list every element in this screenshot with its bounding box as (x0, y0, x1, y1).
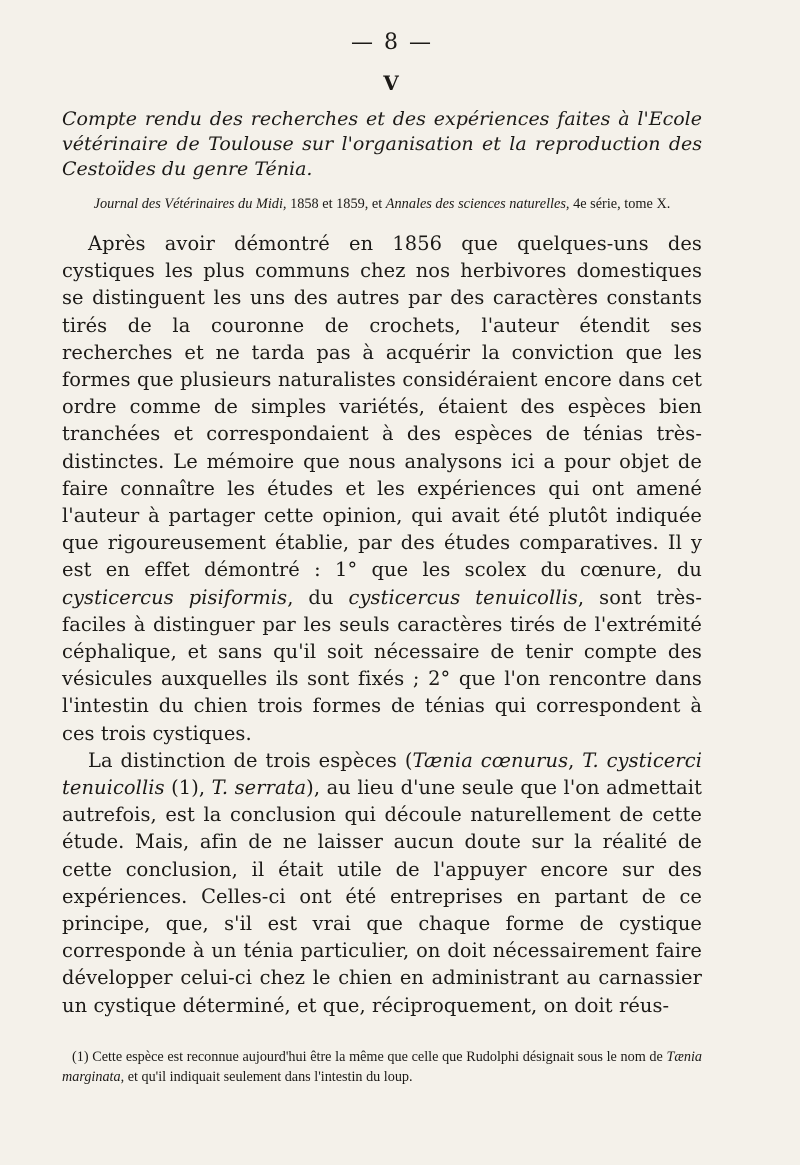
footnote-text (62, 1047, 702, 1087)
paragraph-1-part-2: , sont très-faciles à distinguer par les seuls caractères tirés de l'extrémité céphalique, et sans qu'il soit nécessaire de tenir compte des vésicules auxquelles ils sont fixés ; 2° que l'on rencontre dans l'intestin du chien trois formes de ténias qui correspondent à ces trois cystiques. (62, 585, 703, 745)
page-number: — 8 — (351, 30, 433, 55)
species-taenia-coenurus: Tænia cœnurus (412, 748, 569, 772)
paragraph-2-sep-1: , (568, 748, 583, 772)
paragraph-1-part-1: Après avoir démontré en 1856 que quelques-uns des cystiques les plus communs chez nos herbivores domestiques se distinguent les uns des autres par des caractères constants tirés de la couronne de crochets, l'auteur étendit ses recherches et ne tarda pas à acquérir la conviction que les formes que plusieurs naturalistes considéraient encore dans cet ordre comme de simples variétés, étaient des espèces bien tranchées et correspondaient à des espèces de ténias très-distinctes. Le mémoire que nous analysons ici a pour objet de faire connaître les études et les expériences qui ont amené l'auteur à partager cette opinion, qui avait été plutôt indiquée que rigoureusement établie, par des études comparatives. Il y est en effet démontré : 1° que les scolex du cœnure, du (62, 232, 702, 582)
footnote-reference: (1), (164, 776, 212, 800)
body-text (62, 230, 702, 1019)
species-cysticercus-tenuicollis: cysticercus tenuicollis (348, 585, 578, 609)
document-page (62, 30, 702, 1140)
citation-years: 1858 et 1859, et (286, 196, 386, 212)
paragraph-1-sep-1: , du (287, 585, 349, 609)
species-t-serrata: T. serrata (211, 776, 307, 800)
species-cysticercus-pisiformis: cysticercus pisiformis (62, 585, 288, 609)
footnote (62, 1047, 702, 1087)
section-title: Compte rendu des recherches et des expériences faites à l'Ecole vétérinaire de Toulouse sur l'organisation et la reproduction des Cestoïdes du genre Ténia. (62, 108, 702, 180)
species-t-cysticerci-tenuicollis: T. cysticerci tenuicollis (62, 748, 702, 800)
paragraph-2-part-2: ), au lieu d'une seule que l'on admettait autrefois, est la conclusion qui découle naturellement de cette étude. Mais, afin de ne laisser aucun doute sur la réalité de cette conclusion, il était utile de l'appuyer encore sur des expériences. Celles-ci ont été entreprises en partant de ce principe, que, s'il est vrai que chaque forme de cystique corresponde à un ténia particulier, on doit nécessairement faire développer celui-ci chez le chien en administrant au carnassier un cystique déterminé, et que, réciproquement, on doit réus- (62, 776, 702, 1017)
section-numeral: V (383, 71, 399, 95)
citation (62, 194, 702, 214)
citation-journal-1: Journal des Vétérinaires du Midi, (93, 196, 287, 212)
footnote-part-2: , et qu'il indiquait seulement dans l'intestin du loup. (120, 1069, 413, 1085)
paragraph-1 (62, 230, 702, 747)
paragraph-2 (62, 747, 702, 1019)
citation-journal-2: Annales des sciences naturelles, (385, 196, 570, 212)
citation-series: 4e série, tome X. (569, 196, 671, 212)
paragraph-2-part-1: La distinction de trois espèces ( (88, 748, 413, 772)
footnote-part-1: (1) Cette espèce est reconnue aujourd'hui être la même que celle que Rudolphi désignait sous le nom de (72, 1049, 667, 1065)
species-taenia-marginata: Tænia marginata (62, 1049, 702, 1085)
